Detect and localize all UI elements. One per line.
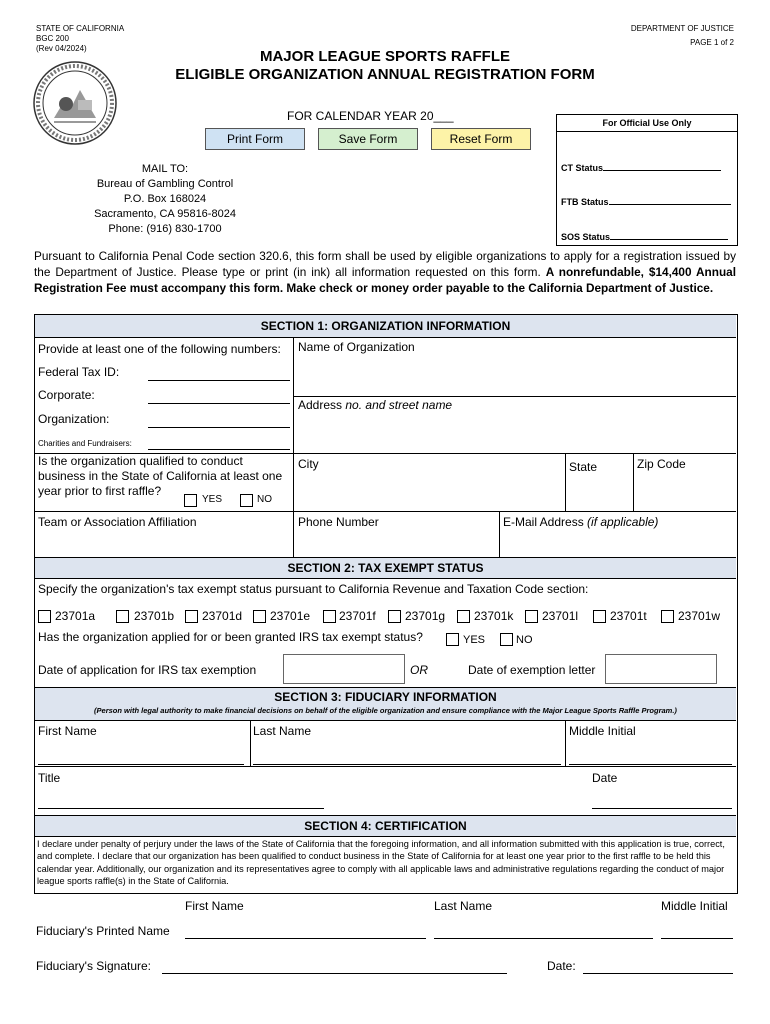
- code-23701l-label: 23701l: [542, 609, 579, 623]
- intro-text: Pursuant to California Penal Code section 320.6, this form shall be used by eligible organizations to apply for a registration issued by the Department of Justice. Please type or print (in ink) all information requested on this form.: [34, 249, 736, 279]
- or-label: OR: [410, 663, 428, 677]
- form-title-1: MAJOR LEAGUE SPORTS RAFFLE: [259, 48, 510, 65]
- code-23701t-checkbox[interactable]: [593, 610, 606, 623]
- qualified-yes-checkbox[interactable]: [184, 494, 197, 507]
- section1-header: SECTION 1: ORGANIZATION INFORMATION: [35, 315, 736, 337]
- signature-label: Fiduciary's Signature:: [36, 959, 152, 973]
- state-label: State: [569, 460, 598, 474]
- intro-fee-notice: A nonrefundable, $14,400 Annual Registration Fee must accompany this form. Make check or money order payable to the California Department of Justice.: [34, 265, 736, 295]
- fiduciary-first-name-label: First Name: [38, 724, 97, 738]
- save-form-button[interactable]: Save Form: [318, 128, 418, 150]
- fiduciary-middle-initial-input[interactable]: [569, 764, 732, 765]
- revision-date: (Rev 04/2024): [36, 44, 87, 53]
- code-23701b-label: 23701b: [134, 609, 175, 623]
- name-of-organization-label: Name of Organization: [298, 340, 415, 354]
- official-use-heading: For Official Use Only: [557, 115, 737, 132]
- code-23701e-checkbox[interactable]: [253, 610, 266, 623]
- section4-header: SECTION 4: CERTIFICATION: [35, 816, 736, 836]
- code-23701e-label: 23701e: [270, 609, 311, 623]
- name-of-organization-input[interactable]: [295, 356, 735, 394]
- form-header-right: [631, 24, 734, 48]
- signature-date-input[interactable]: [583, 973, 733, 974]
- page-number: PAGE 1 of 2: [690, 38, 734, 47]
- code-23701b-checkbox[interactable]: [116, 610, 129, 623]
- code-23701l-checkbox[interactable]: [525, 610, 538, 623]
- printed-middle-initial-input[interactable]: [661, 938, 733, 939]
- phone-number-label: Phone Number: [298, 515, 379, 529]
- code-23701g-checkbox[interactable]: [388, 610, 401, 623]
- signature-input[interactable]: [162, 973, 507, 974]
- code-23701d-checkbox[interactable]: [185, 610, 198, 623]
- provide-numbers-label: Provide at least one of the following numbers:: [38, 342, 281, 356]
- address-input[interactable]: [295, 414, 735, 452]
- qualified-no-checkbox[interactable]: [240, 494, 253, 507]
- charities-label: Charities and Fundraisers:: [38, 439, 132, 448]
- irs-yes-label: YES: [463, 634, 486, 646]
- section3-title: SECTION 3: FIDUCIARY INFORMATION: [274, 690, 497, 704]
- mail-to-label: MAIL TO:: [141, 163, 189, 175]
- irs-application-date-label: Date of application for IRS tax exemption: [38, 663, 257, 677]
- qualified-question: Is the organization qualified to conduct business in the State of California at least one year prior to first raffle?: [38, 454, 283, 498]
- code-23701t-label: 23701t: [610, 609, 647, 623]
- ftb-status-label: FTB Status: [561, 197, 609, 207]
- exemption-letter-date-label: Date of exemption letter: [468, 663, 596, 677]
- ct-status-label: CT Status: [561, 163, 604, 173]
- printed-first-name-input[interactable]: [185, 938, 426, 939]
- corporate-label: Corporate:: [38, 388, 95, 402]
- code-23701k-checkbox[interactable]: [457, 610, 470, 623]
- charities-input[interactable]: [148, 449, 290, 450]
- code-23701w-label: 23701w: [678, 609, 721, 623]
- department-label: DEPARTMENT OF JUSTICE: [630, 24, 734, 33]
- fiduciary-date-input[interactable]: [592, 808, 732, 809]
- section3-subtitle: (Person with legal authority to make financial decisions on behalf of the eligible organization and ensure compliance with the Major League Sports Raffle Program.): [94, 706, 677, 715]
- intro-paragraph: [34, 248, 736, 296]
- address-hint: no. and street name: [345, 398, 453, 412]
- fiduciary-title-input[interactable]: [38, 808, 324, 809]
- mail-to-block: [80, 162, 250, 237]
- form-id: BGC 200: [36, 34, 69, 43]
- sig-last-name-label: Last Name: [434, 899, 493, 913]
- city-label: City: [298, 457, 319, 471]
- email-label: E-Mail Address (if applicable): [503, 515, 659, 529]
- exemption-letter-date-input[interactable]: [605, 654, 717, 684]
- federal-tax-input[interactable]: [148, 380, 290, 381]
- email-hint: (if applicable): [587, 515, 659, 529]
- fiduciary-last-name-label: Last Name: [253, 724, 312, 738]
- code-23701a-checkbox[interactable]: [38, 610, 51, 623]
- code-23701f-label: 23701f: [339, 609, 376, 623]
- mail-city: Sacramento, CA 95816-8024: [94, 208, 236, 220]
- federal-tax-label: Federal Tax ID:: [38, 365, 120, 379]
- irs-application-date-input[interactable]: [283, 654, 405, 684]
- section2-header: SECTION 2: TAX EXEMPT STATUS: [35, 558, 736, 578]
- mail-po-box: P.O. Box 168024: [123, 193, 207, 205]
- state-label: STATE OF CALIFORNIA: [36, 24, 125, 33]
- printed-name-label: Fiduciary's Printed Name: [36, 924, 170, 938]
- team-affiliation-label: Team or Association Affiliation: [38, 515, 197, 529]
- code-23701g-label: 23701g: [405, 609, 446, 623]
- fiduciary-title-label: Title: [38, 771, 61, 785]
- code-23701f-checkbox[interactable]: [323, 610, 336, 623]
- mail-bureau: Bureau of Gambling Control: [96, 178, 234, 190]
- corporate-input[interactable]: [148, 403, 290, 404]
- mail-phone: Phone: (916) 830-1700: [108, 223, 222, 235]
- qualified-no-label: NO: [257, 494, 272, 505]
- certification-text: I declare under penalty of perjury under the laws of the State of California that the foregoing information, and all information submitted with this application is true, correct, and complete. I declare that our organization has been qualified to conduct business in the State of California for at least one year prior to the first raffle to be held this calendar year. Additionally, our organization and its representatives agree to comply with all applicable laws and administrative regulations regarding the conduct of major league sports raffle(s) in the State of California.: [37, 839, 725, 887]
- zip-code-label: Zip Code: [637, 457, 686, 471]
- tax-code-options: [38, 609, 734, 625]
- irs-no-checkbox[interactable]: [500, 633, 513, 646]
- printed-last-name-input[interactable]: [434, 938, 653, 939]
- code-23701w-checkbox[interactable]: [661, 610, 674, 623]
- reset-form-button[interactable]: Reset Form: [431, 128, 531, 150]
- qualified-yes-label: YES: [202, 494, 223, 505]
- tax-exempt-instruction: Specify the organization's tax exempt status pursuant to California Revenue and Taxation Code section:: [38, 582, 589, 596]
- section3-header: [35, 688, 736, 720]
- fiduciary-middle-initial-label: Middle Initial: [569, 724, 636, 738]
- organization-label: Organization:: [38, 412, 110, 426]
- irs-yes-checkbox[interactable]: [446, 633, 459, 646]
- fiduciary-last-name-input[interactable]: [253, 764, 561, 765]
- irs-no-label: NO: [516, 634, 533, 646]
- sos-status-label: SOS Status: [561, 232, 611, 242]
- sig-middle-initial-label: Middle Initial: [661, 899, 728, 913]
- sig-first-name-label: First Name: [185, 899, 244, 913]
- form-title-2: ELIGIBLE ORGANIZATION ANNUAL REGISTRATION FORM: [175, 66, 595, 83]
- official-use-box: [556, 114, 738, 246]
- code-23701a-label: 23701a: [55, 609, 96, 623]
- code-23701k-label: 23701k: [474, 609, 514, 623]
- fiduciary-date-label: Date: [592, 771, 618, 785]
- print-form-button[interactable]: Print Form: [205, 128, 305, 150]
- calendar-year: FOR CALENDAR YEAR 20___: [287, 109, 454, 123]
- signature-date-label: Date:: [547, 959, 576, 973]
- organization-number-input[interactable]: [148, 427, 290, 428]
- code-23701d-label: 23701d: [202, 609, 243, 623]
- california-doj-seal-icon: [32, 60, 118, 146]
- fiduciary-first-name-input[interactable]: [38, 764, 244, 765]
- irs-status-question: Has the organization applied for or been granted IRS tax exempt status?: [38, 630, 423, 644]
- address-label: Address no. and street name: [298, 398, 453, 412]
